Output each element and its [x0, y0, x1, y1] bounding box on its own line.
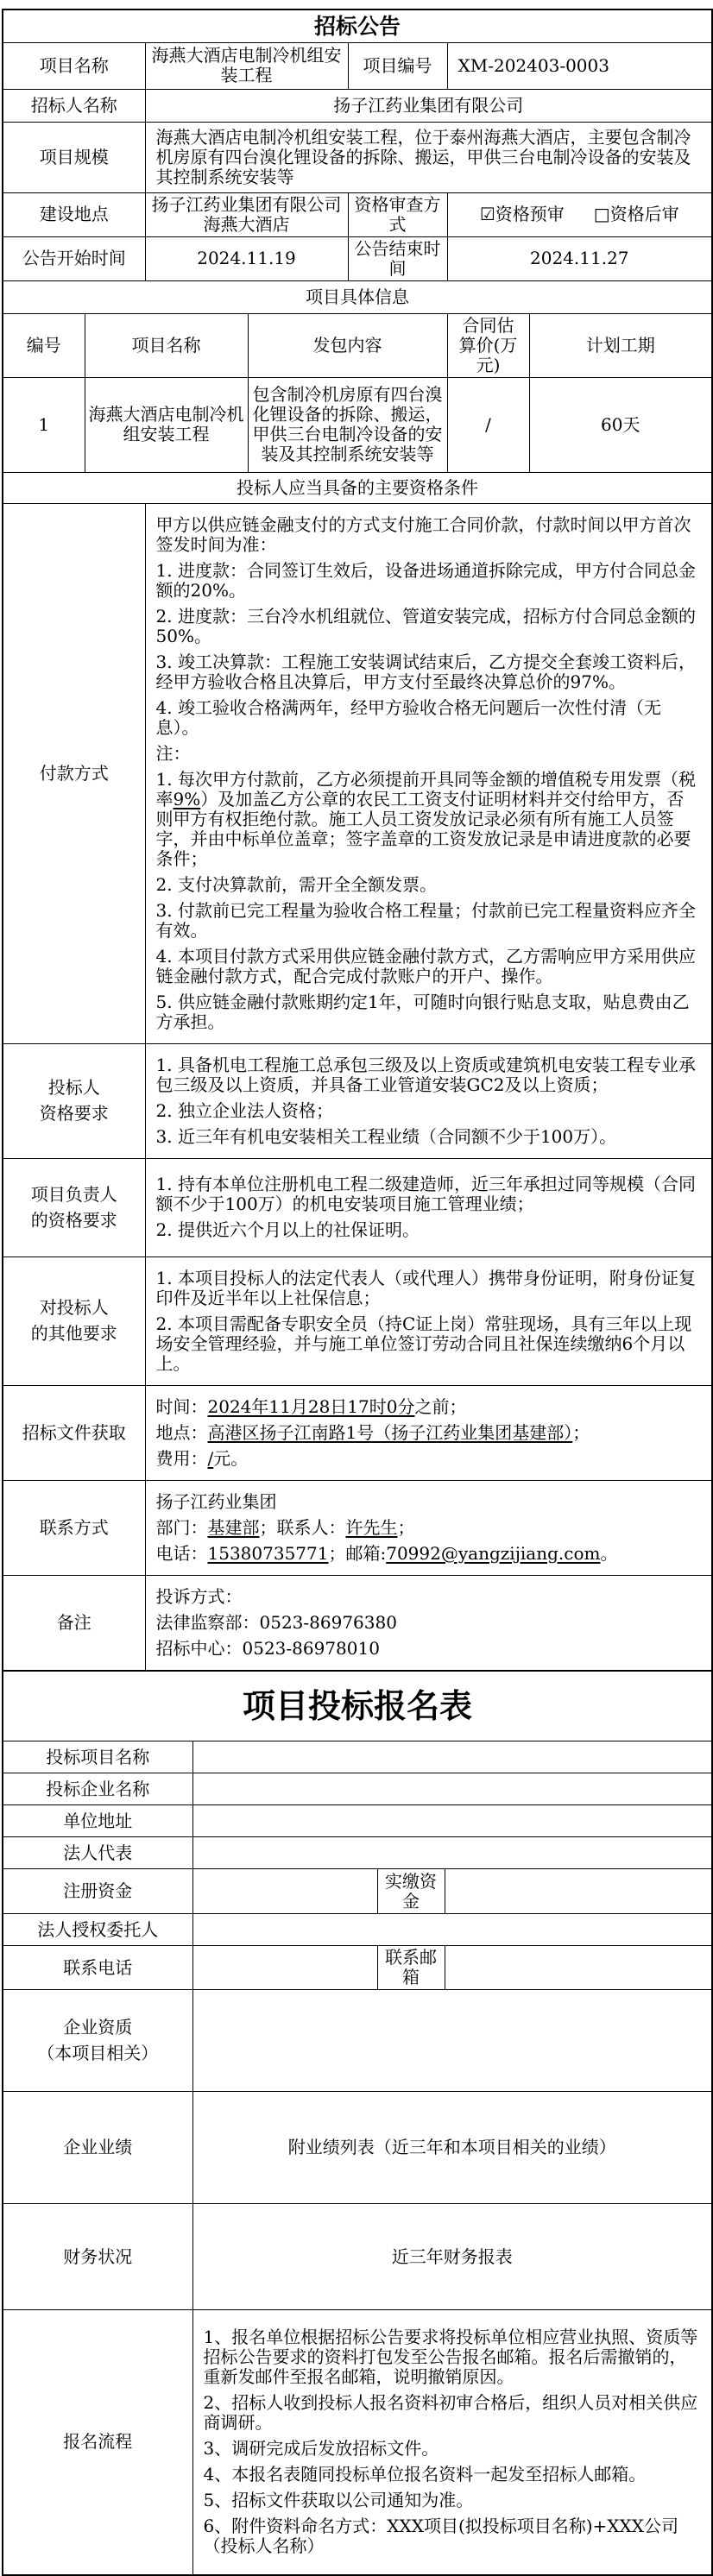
enterprise-performance-value: 附业绩列表（近三年和本项目相关的业绩） [192, 2092, 712, 2204]
authorized-agent-value [192, 1914, 712, 1946]
prequalification-label: 资格预审 [495, 204, 565, 224]
detail-col-contract-content: 发包内容 [248, 313, 447, 377]
scale-label: 项目规模 [3, 122, 145, 192]
postqualification-label: 资格后审 [609, 204, 679, 224]
bidder-qualification-requirements: 1. 具备机电工程施工总承包三级及以上资质或建筑机电安装工程专业承包三级及以上资质，并具备工业管道安装GC2及以上资质； 2. 独立企业法人资格； 3. 近三年有机电安装相关工程业绩（合同额不少于100万）。 [145, 1043, 712, 1158]
bid-project-name-value [192, 1741, 712, 1773]
detail-col-estimate: 合同估算价(万元) [447, 313, 529, 377]
project-code-label: 项目编号 [348, 42, 447, 89]
contact-email-value [445, 1946, 712, 1990]
detail-col-number: 编号 [3, 313, 85, 377]
legal-representative-label: 法人代表 [3, 1837, 192, 1869]
registered-capital-value [192, 1869, 377, 1914]
postqualification-option [594, 204, 679, 224]
document-acquisition-label: 招标文件获取 [3, 1385, 145, 1480]
prequalification-option [480, 204, 565, 224]
bidder-qualification-label: 投标人 资格要求 [3, 1043, 145, 1158]
detail-row-number: 1 [3, 377, 85, 472]
detail-row-estimate: / [447, 377, 529, 472]
qualification-section-header: 投标人应当具备的主要资格条件 [3, 472, 712, 503]
scale-value: 海燕大酒店电制冷机组安装工程，位于泰州海燕大酒店，主要包含制冷机房原有四台溴化锂设备的拆除、搬运，甲供三台电制冷设备的安装及其控制系统安装等 [145, 122, 712, 192]
qualification-review-value [447, 192, 712, 236]
contact-email-label: 联系邮箱 [377, 1946, 445, 1990]
checkbox-unchecked-icon: □ [593, 204, 610, 224]
enterprise-qualification-value [192, 1990, 712, 2092]
announce-start-label: 公告开始时间 [3, 236, 145, 280]
detail-col-duration: 计划工期 [529, 313, 712, 377]
financial-status-value: 近三年财务报表 [192, 2204, 712, 2310]
bid-company-name-value [192, 1773, 712, 1805]
payment-label: 付款方式 [3, 503, 145, 1043]
other-requirements-label: 对投标人 的其他要求 [3, 1257, 145, 1385]
detail-row [3, 377, 712, 472]
process-steps: 1、报名单位根据招标公告要求将投标单位相应营业执照、资质等招标公告要求的资料打包发至公告报名邮箱。报名后需撤销的，重新发邮件至报名邮箱，说明撤销原因。 2、招标人收到投标人报名资料初审合格后，组织人员对相关供应商调研。 3、调研完成后发放招标文件。 4、本报名表随同投标单位报名资料一起发至招标人邮箱。 5、招标文件获取以公司通知为准。 6、附件资料命名方式：XXX项目(拟投标项目名称)+XXX公司（投标人名称） [192, 2310, 712, 2575]
bid-company-name-label: 投标企业名称 [3, 1773, 192, 1805]
qualification-review-label: 资格审查方式 [348, 192, 447, 236]
company-address-value [192, 1805, 712, 1837]
enterprise-performance-label: 企业业绩 [3, 2092, 192, 2204]
contact-phone-label: 联系电话 [3, 1946, 192, 1990]
payment-terms: 甲方以供应链金融支付的方式支付施工合同价款，付款时间以甲方首次签发时间为准： 1. 进度款：合同签订生效后，设备进场通道拆除完成，甲方付合同总金额的20%。 2. 进度款：三台冷水机组就位、管道安装完成，招标方付合同总金额的50%。 3. 竣工决算款：工程施工安装调试结束后，乙方提交全套竣工资料后，经甲方验收合格且决算后，甲方支付至最终决算总价的97%。 4. 竣工验收合格满两年，经甲方验收合格无问题后一次性付清（无息）。 注： 1. 每次甲方付款前，乙方必须提前开具同等金额的增值税专用发票（税率9%）及加盖乙方公章的农民工工资支付证明材料并交付给甲方，否则甲方有权拒绝付款。施工人员工资发放记录必须有所有施工人员签字，并由中标单位盖章；签字盖章的工资发放记录是申请进度款的必要条件； 2. 支付决算款前，需开全全额发票。 3. 付款前已完工程量为验收合格工程量；付款前已完工程量资料应齐全有效。 4. 本项目付款方式采用供应链金融付款方式，乙方需响应甲方采用供应链金融付款方式，配合完成付款账户的开户、操作。 5. 供应链金融付款账期约定1年，可随时向银行贴息支取，贴息费由乙方承担。 [145, 503, 712, 1043]
paid-in-capital-label: 实缴资金 [377, 1869, 445, 1914]
remarks-info: 投诉方式： 法律监察部：0523-86976380 招标中心：0523-86978010 [145, 1575, 712, 1671]
tenderer-label: 招标人名称 [3, 89, 145, 122]
company-address-label: 单位地址 [3, 1805, 192, 1837]
location-value: 扬子江药业集团有限公司海燕大酒店 [145, 192, 348, 236]
announcement-title: 招标公告 [3, 9, 712, 42]
detail-row-duration: 60天 [529, 377, 712, 472]
announce-end-value: 2024.11.27 [447, 236, 712, 280]
announce-start-value: 2024.11.19 [145, 236, 348, 280]
project-name-value: 海燕大酒店电制冷机组安装工程 [145, 42, 348, 89]
detail-col-project-name: 项目名称 [85, 313, 248, 377]
document-acquisition-info: 时间：2024年11月28日17时0分之前； 地点：高港区扬子江南路1号（扬子江药业集团基建部）； 费用：/元。 [145, 1385, 712, 1480]
detail-row-project-name: 海燕大酒店电制冷机组安装工程 [85, 377, 248, 472]
enterprise-qualification-label: 企业资质 （本项目相关） [3, 1990, 192, 2092]
announce-end-label: 公告结束时间 [348, 236, 447, 280]
manager-qualification-label: 项目负责人 的资格要求 [3, 1158, 145, 1257]
contact-label: 联系方式 [3, 1480, 145, 1575]
contact-phone-value [192, 1946, 377, 1990]
registration-form-title: 项目投标报名表 [3, 1671, 712, 1741]
project-code-value: XM-202403-0003 [447, 42, 712, 89]
contact-info: 扬子江药业集团 部门：基建部；联系人：许先生； 电话：15380735771；邮箱:70992@yangzijiang.com。 [145, 1480, 712, 1575]
project-name-label: 项目名称 [3, 42, 145, 89]
other-requirements: 1. 本项目投标人的法定代表人（或代理人）携带身份证明，附身份证复印件及近半年以上社保信息； 2. 本项目需配备专职安全员（持C证上岗）常驻现场，具有三年以上现场安全管理经验，并与施工单位签订劳动合同且社保连续缴纳6个月以上。 [145, 1257, 712, 1385]
registration-form-table [2, 1670, 713, 2576]
tenderer-value: 扬子江药业集团有限公司 [145, 89, 712, 122]
manager-qualification-requirements: 1. 持有本单位注册机电工程二级建造师，近三年承担过同等规模（合同额不少于100万）的机电安装项目施工管理业绩； 2. 提供近六个月以上的社保证明。 [145, 1158, 712, 1257]
announcement-table [2, 9, 713, 1672]
detail-row-contract-content: 包含制冷机房原有四台溴化锂设备的拆除、搬运，甲供三台电制冷设备的安装及其控制系统安装等 [248, 377, 447, 472]
detail-section-header: 项目具体信息 [3, 280, 712, 313]
registered-capital-label: 注册资金 [3, 1869, 192, 1914]
authorized-agent-label: 法人授权委托人 [3, 1914, 192, 1946]
process-label: 报名流程 [3, 2310, 192, 2575]
checkbox-checked-icon: ☑ [479, 204, 495, 224]
legal-representative-value [192, 1837, 712, 1869]
location-label: 建设地点 [3, 192, 145, 236]
remarks-label: 备注 [3, 1575, 145, 1671]
financial-status-label: 财务状况 [3, 2204, 192, 2310]
bid-project-name-label: 投标项目名称 [3, 1741, 192, 1773]
paid-in-capital-value [445, 1869, 712, 1914]
